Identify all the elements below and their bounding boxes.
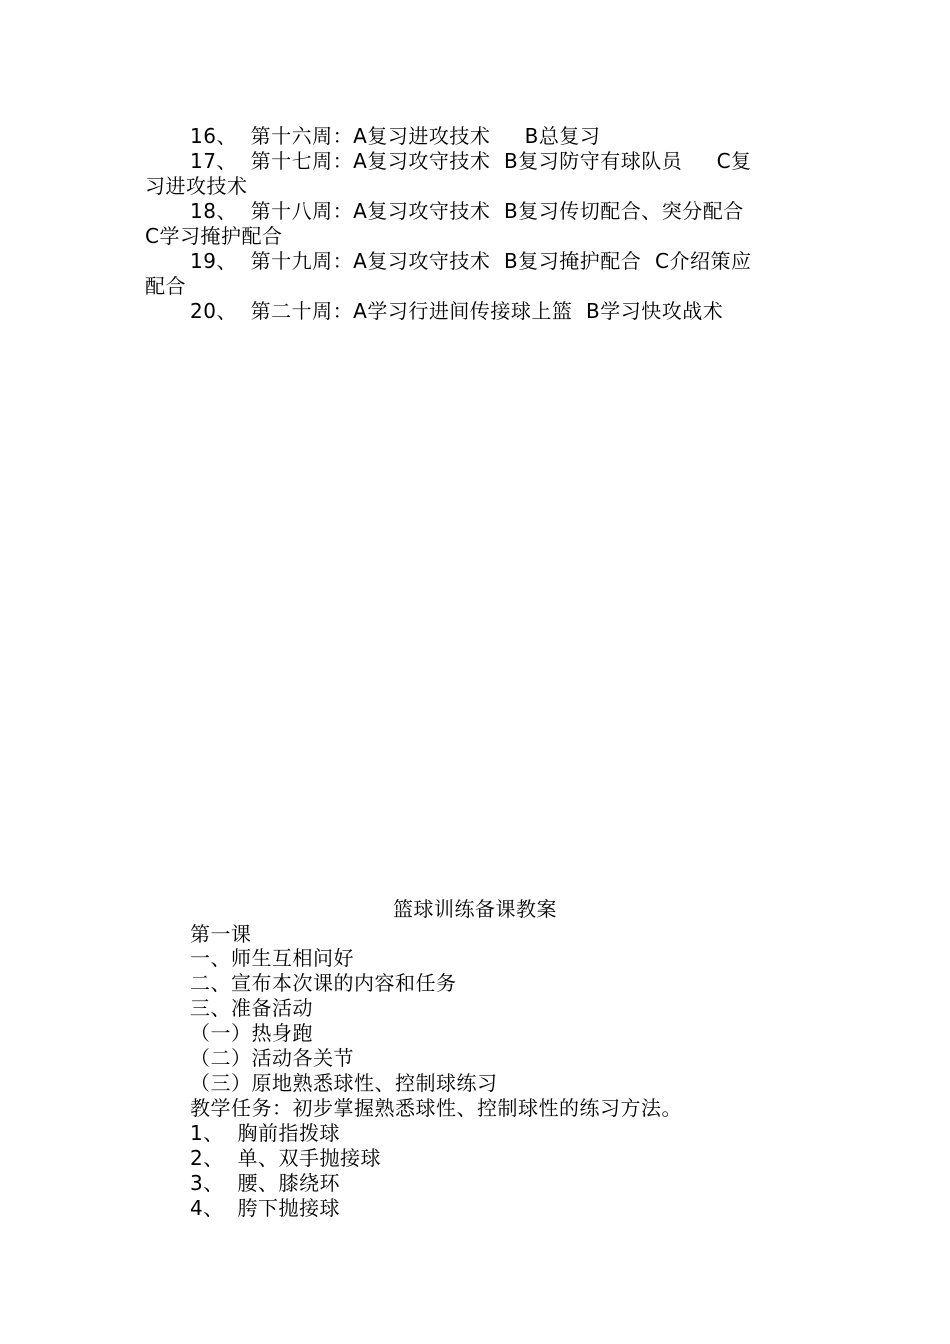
teaching-task: 教学任务：初步掌握熟悉球性、控制球性的练习方法。 xyxy=(190,1096,682,1120)
schedule-item-18: 18、 第十八周：A复习攻守技术 B复习传切配合、突分配合 xyxy=(190,199,744,223)
schedule-item-17: 17、 第十七周：A复习攻守技术 B复习防守有球队员 C复 xyxy=(190,149,752,173)
warmup-substep-joints: （二）活动各关节 xyxy=(190,1046,354,1070)
drill-item-4: 4、 胯下抛接球 xyxy=(190,1196,340,1220)
schedule-item-16: 16、 第十六周：A复习进攻技术 B总复习 xyxy=(190,124,601,148)
lesson-step-greeting: 一、师生互相问好 xyxy=(190,946,354,970)
lesson-plan-title: 篮球训练备课教案 xyxy=(393,897,557,921)
schedule-item-20: 20、 第二十周：A学习行进间传接球上篮 B学习快攻战术 xyxy=(190,299,724,323)
warmup-substep-ball-control: （三）原地熟悉球性、控制球练习 xyxy=(190,1071,498,1095)
drill-item-1: 1、 胸前指拨球 xyxy=(190,1121,340,1145)
schedule-item-19: 19、 第十九周：A复习攻守技术 B复习掩护配合 C介绍策应 xyxy=(190,249,752,273)
lesson-step-warmup: 三、准备活动 xyxy=(190,996,313,1020)
lesson-step-announce: 二、宣布本次课的内容和任务 xyxy=(190,971,457,995)
drill-item-3: 3、 腰、膝绕环 xyxy=(190,1171,340,1195)
drill-item-2: 2、 单、双手抛接球 xyxy=(190,1146,381,1170)
schedule-item-17-continued: 习进攻技术 xyxy=(145,174,248,198)
schedule-item-18-continued: C学习掩护配合 xyxy=(145,224,283,248)
lesson-number: 第一课 xyxy=(190,922,252,946)
warmup-substep-run: （一）热身跑 xyxy=(190,1021,313,1045)
schedule-item-19-continued: 配合 xyxy=(145,274,186,298)
